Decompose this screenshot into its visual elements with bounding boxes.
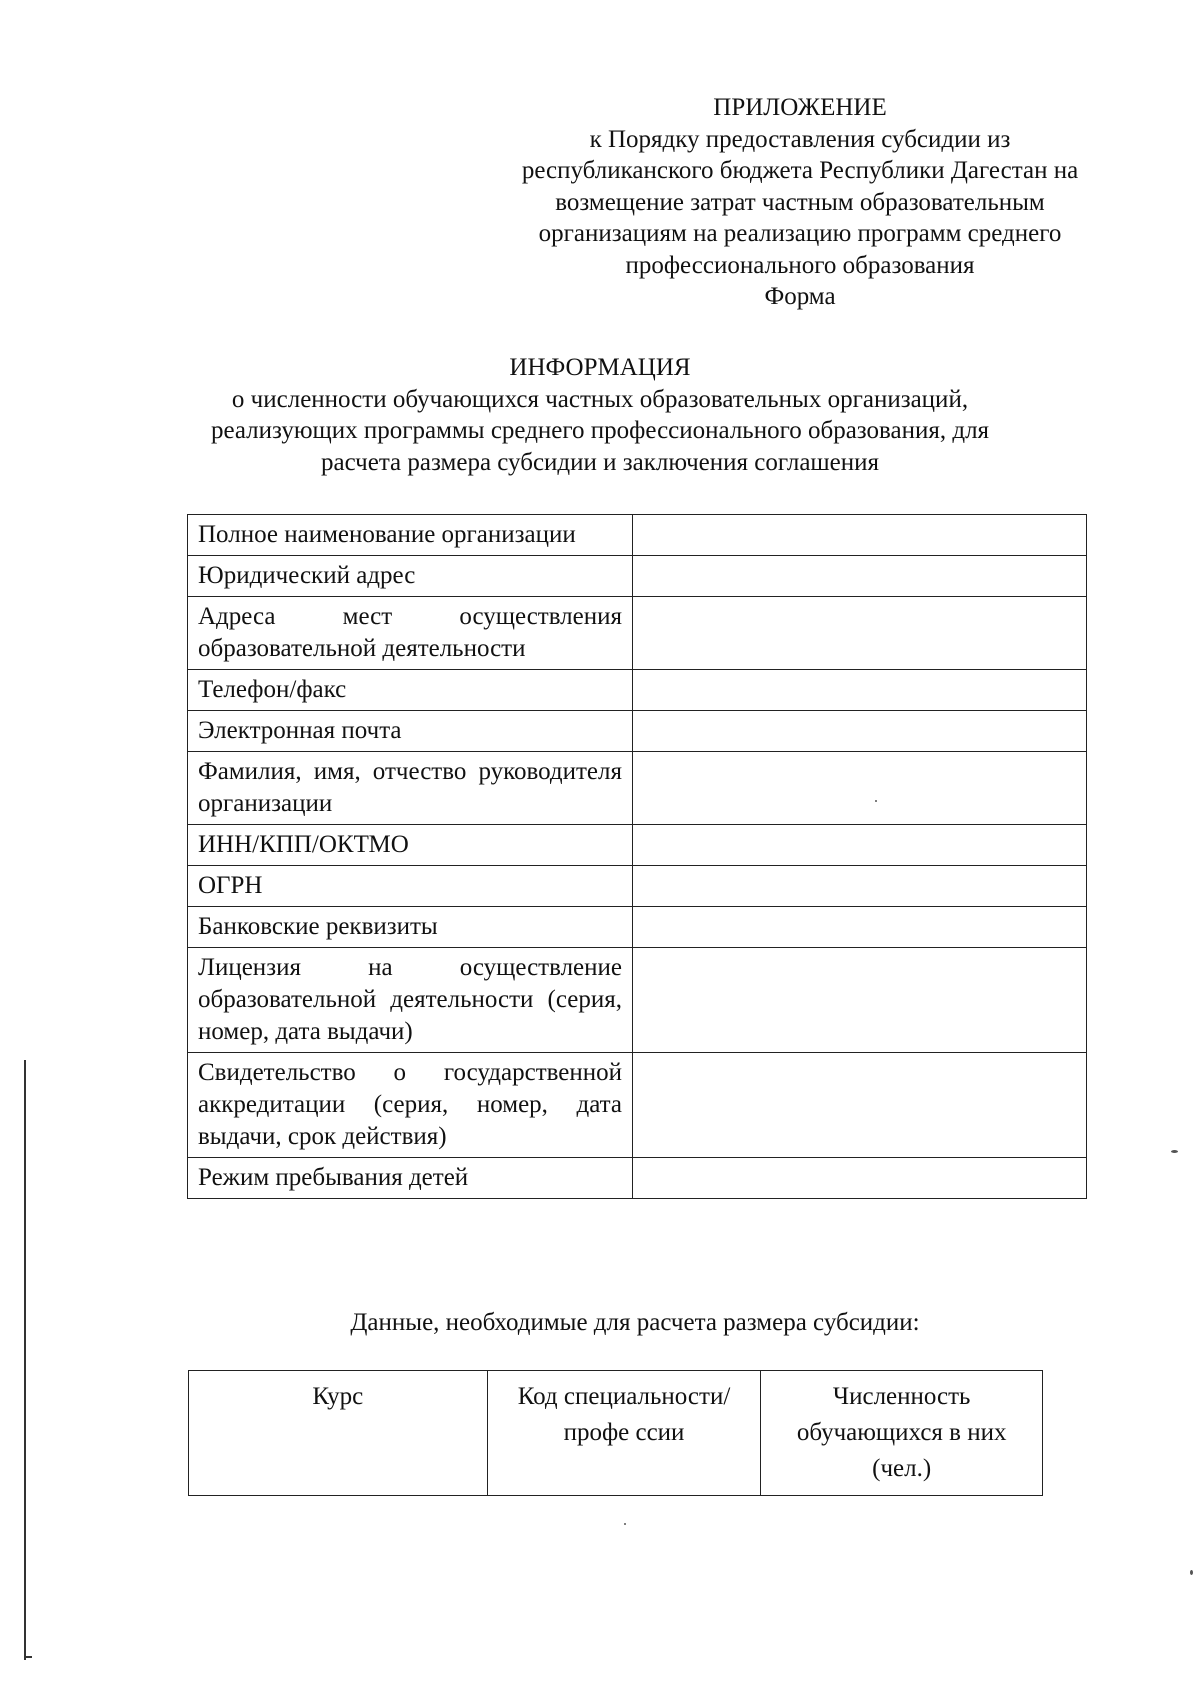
form-label: Форма [764, 283, 836, 310]
row-value [633, 752, 1087, 825]
row-label: Режим пребывания детей [188, 1158, 633, 1199]
row-label: Свидетельство о государственной аккредитации (серия, номер, дата выдачи, срок действия) [188, 1053, 633, 1158]
row-value [633, 556, 1087, 597]
row-value [633, 670, 1087, 711]
table-row [188, 670, 1087, 711]
column-header-student-count: Численность обучающихся в них (чел.) [761, 1371, 1043, 1496]
info-subtitle-line: о численности обучающихся частных образовательных организаций, [231, 385, 969, 413]
row-value [633, 825, 1087, 866]
table-row [188, 752, 1087, 825]
row-value [633, 866, 1087, 907]
scan-speck [1171, 1150, 1178, 1153]
info-subtitle-line: расчета размера субсидии и заключения соглашения [320, 448, 880, 476]
row-value [633, 1053, 1087, 1158]
subsidy-section-title: Данные, необходимые для расчета размера субсидии: [350, 1309, 920, 1336]
table-row [188, 948, 1087, 1053]
row-value [633, 948, 1087, 1053]
table-row [188, 556, 1087, 597]
table-row [188, 1053, 1087, 1158]
info-heading [0, 352, 1200, 478]
row-value [633, 907, 1087, 948]
row-value [633, 1158, 1087, 1199]
table-row [188, 1158, 1087, 1199]
column-header-specialty-code: Код специальности/профе ссии [487, 1371, 761, 1496]
row-value [633, 597, 1087, 670]
row-value [633, 515, 1087, 556]
scan-speck [875, 800, 877, 802]
scan-margin-tick [24, 1656, 32, 1658]
row-label: ОГРН [188, 866, 633, 907]
row-label: Банковские реквизиты [188, 907, 633, 948]
row-label: Электронная почта [188, 711, 633, 752]
subsidy-data-table [188, 1370, 1043, 1496]
row-label: ИНН/КПП/ОКТМО [188, 825, 633, 866]
table-row [188, 515, 1087, 556]
row-value [633, 711, 1087, 752]
organization-info-table [187, 514, 1087, 1199]
row-label: Лицензия на осуществление образовательной деятельности (серия, номер, дата выдачи) [188, 948, 633, 1053]
appendix-line: профессионального образования [625, 251, 975, 279]
table-header-row [189, 1371, 1043, 1496]
appendix-line: организациям на реализацию программ среднего [538, 220, 1062, 247]
table-row [188, 597, 1087, 670]
row-label: Телефон/факс [188, 670, 633, 711]
row-label: Фамилия, имя, отчество руководителя организации [188, 752, 633, 825]
appendix-header [440, 92, 1160, 313]
info-subtitle-line: реализующих программы среднего профессионального образования, для [210, 417, 990, 444]
scan-margin-line [24, 1060, 26, 1660]
appendix-title: ПРИЛОЖЕНИЕ [713, 94, 887, 121]
row-label: Полное наименование организации [188, 515, 633, 556]
scan-speck [1190, 1570, 1193, 1575]
table-row [188, 711, 1087, 752]
table-row [188, 907, 1087, 948]
appendix-line: республиканского бюджета Республики Дагестан на [521, 157, 1079, 184]
row-label: Юридический адрес [188, 556, 633, 597]
row-label: Адреса мест осуществления образовательной деятельности [188, 597, 633, 670]
column-header-course: Курс [189, 1371, 488, 1496]
appendix-line: к Порядку предоставления субсидии из [589, 125, 1011, 153]
info-title: ИНФОРМАЦИЯ [509, 354, 691, 381]
appendix-line: возмещение затрат частным образовательным [555, 188, 1045, 216]
scan-speck [624, 1523, 626, 1525]
table-row [188, 825, 1087, 866]
table-row [188, 866, 1087, 907]
